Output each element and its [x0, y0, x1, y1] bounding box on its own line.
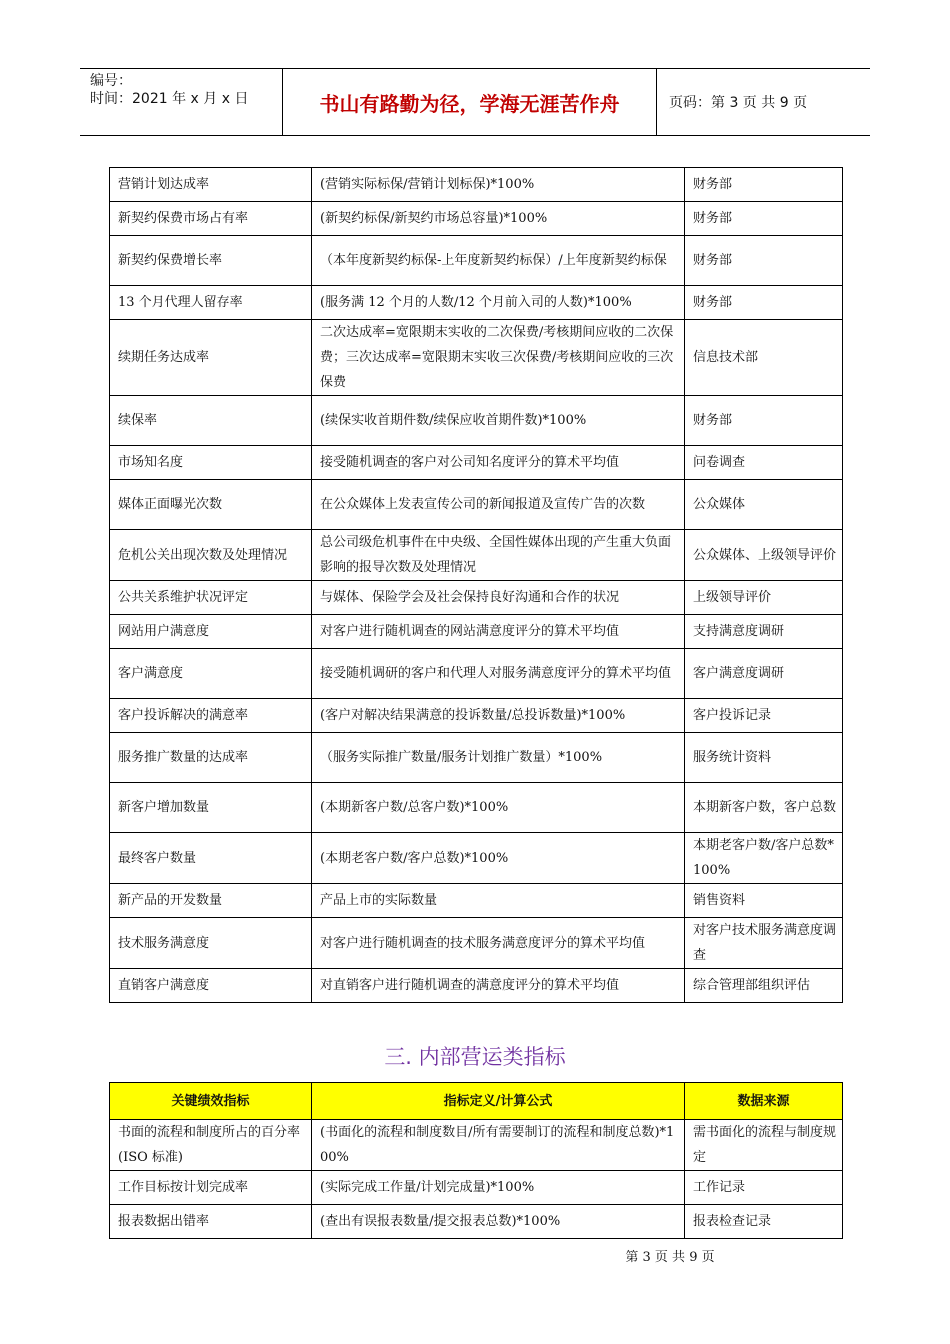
- kpi-source-cell: 信息技术部: [685, 320, 843, 396]
- table-row: [110, 1205, 843, 1239]
- kpi-formula-cell: (书面化的流程和制度数目/所有需要制订的流程和制度总数)*100%: [312, 1120, 685, 1171]
- kpi-name-cell: 营销计划达成率: [110, 168, 312, 202]
- table-row: [110, 286, 843, 320]
- table-row: [110, 1171, 843, 1205]
- kpi-name-cell: 危机公关出现次数及处理情况: [110, 530, 312, 581]
- kpi-formula-cell: 产品上市的实际数量: [312, 884, 685, 918]
- kpi-formula-cell: (客户对解决结果满意的投诉数量/总投诉数量)*100%: [312, 699, 685, 733]
- kpi-formula-cell: (服务满 12 个月的人数/12 个月前入司的人数)*100%: [312, 286, 685, 320]
- kpi-name-cell: 媒体正面曝光次数: [110, 480, 312, 530]
- kpi-formula-cell: 接受随机调查的客户对公司知名度评分的算术平均值: [312, 446, 685, 480]
- table-row: [110, 581, 843, 615]
- kpi-table-customer: [109, 167, 843, 1003]
- kpi-name-cell: 服务推广数量的达成率: [110, 733, 312, 783]
- table-row: [110, 202, 843, 236]
- kpi-formula-cell: （本年度新契约标保-上年度新契约标保）/上年度新契约标保: [312, 236, 685, 286]
- kpi-formula-cell: 对客户进行随机调查的技术服务满意度评分的算术平均值: [312, 918, 685, 969]
- kpi-name-cell: 直销客户满意度: [110, 969, 312, 1003]
- kpi-name-cell: 市场知名度: [110, 446, 312, 480]
- kpi-formula-cell: （服务实际推广数量/服务计划推广数量）*100%: [312, 733, 685, 783]
- kpi-name-cell: 客户满意度: [110, 649, 312, 699]
- table-row: [110, 446, 843, 480]
- kpi-formula-cell: 接受随机调研的客户和代理人对服务满意度评分的算术平均值: [312, 649, 685, 699]
- header-meta: [80, 69, 282, 135]
- table-row: [110, 168, 843, 202]
- kpi-source-cell: 财务部: [685, 236, 843, 286]
- table-row: [110, 833, 843, 884]
- kpi-name-cell: 技术服务满意度: [110, 918, 312, 969]
- table-row: [110, 969, 843, 1003]
- kpi-source-cell: 财务部: [685, 202, 843, 236]
- kpi-source-cell: 客户满意度调研: [685, 649, 843, 699]
- page-header: [80, 68, 870, 136]
- table-header-row: [110, 1083, 843, 1120]
- kpi-formula-cell: (实际完成工作量/计划完成量)*100%: [312, 1171, 685, 1205]
- section-title: 三. 内部营运类指标: [384, 1045, 566, 1069]
- kpi-source-cell: 服务统计资料: [685, 733, 843, 783]
- header-motto: 书山有路勤为径，学海无涯苦作舟: [282, 69, 657, 135]
- kpi-name-cell: 网站用户满意度: [110, 615, 312, 649]
- kpi-name-cell: 客户投诉解决的满意率: [110, 699, 312, 733]
- kpi-source-cell: 工作记录: [685, 1171, 843, 1205]
- table-row: [110, 1120, 843, 1171]
- kpi-source-cell: 公众媒体、上级领导评价: [685, 530, 843, 581]
- header-formula: 指标定义/计算公式: [312, 1083, 685, 1120]
- kpi-name-cell: 新契约保费市场占有率: [110, 202, 312, 236]
- kpi-source-cell: 上级领导评价: [685, 581, 843, 615]
- kpi-name-cell: 公共关系维护状况评定: [110, 581, 312, 615]
- kpi-name-cell: 续期任务达成率: [110, 320, 312, 396]
- table-row: [110, 733, 843, 783]
- kpi-name-cell: 工作目标按计划完成率: [110, 1171, 312, 1205]
- kpi-source-cell: 财务部: [685, 168, 843, 202]
- kpi-source-cell: 支持满意度调研: [685, 615, 843, 649]
- kpi-formula-cell: 与媒体、保险学会及社会保持良好沟通和合作的状况: [312, 581, 685, 615]
- table-row: [110, 615, 843, 649]
- table-row: [110, 480, 843, 530]
- kpi-source-cell: 对客户技术服务满意度调查: [685, 918, 843, 969]
- kpi-formula-cell: 对客户进行随机调查的网站满意度评分的算术平均值: [312, 615, 685, 649]
- kpi-name-cell: 报表数据出错率: [110, 1205, 312, 1239]
- table-row: [110, 699, 843, 733]
- table-row: [110, 320, 843, 396]
- kpi-source-cell: 综合管理部组织评估: [685, 969, 843, 1003]
- kpi-name-cell: 13 个月代理人留存率: [110, 286, 312, 320]
- page-footer: 第 3 页 共 9 页: [625, 1250, 715, 1265]
- kpi-name-cell: 新产品的开发数量: [110, 884, 312, 918]
- kpi-name-cell: 续保率: [110, 396, 312, 446]
- kpi-source-cell: 报表检查记录: [685, 1205, 843, 1239]
- number-label: 编号：: [90, 73, 132, 89]
- kpi-formula-cell: 在公众媒体上发表宣传公司的新闻报道及宣传广告的次数: [312, 480, 685, 530]
- kpi-source-cell: 财务部: [685, 396, 843, 446]
- kpi-table-internal: [109, 1082, 843, 1239]
- kpi-name-cell: 新客户增加数量: [110, 783, 312, 833]
- kpi-formula-cell: 总公司级危机事件在中央级、全国性媒体出现的产生重大负面影响的报导次数及处理情况: [312, 530, 685, 581]
- kpi-source-cell: 财务部: [685, 286, 843, 320]
- kpi-source-cell: 客户投诉记录: [685, 699, 843, 733]
- kpi-source-cell: 需书面化的流程与制度规定: [685, 1120, 843, 1171]
- table-row: [110, 884, 843, 918]
- table-row: [110, 649, 843, 699]
- table-row: [110, 236, 843, 286]
- time-label: 时间：2021 年 x 月 x 日: [90, 91, 249, 107]
- kpi-source-cell: 本期老客户数/客户总数*100%: [685, 833, 843, 884]
- kpi-name-cell: 新契约保费增长率: [110, 236, 312, 286]
- table-row: [110, 783, 843, 833]
- header-kpi: 关键绩效指标: [110, 1083, 312, 1120]
- kpi-formula-cell: 对直销客户进行随机调查的满意度评分的算术平均值: [312, 969, 685, 1003]
- kpi-formula-cell: (新契约标保/新契约市场总容量)*100%: [312, 202, 685, 236]
- table-row: [110, 396, 843, 446]
- header-source: 数据来源: [685, 1083, 843, 1120]
- kpi-formula-cell: (本期新客户数/总客户数)*100%: [312, 783, 685, 833]
- kpi-name-cell: 最终客户数量: [110, 833, 312, 884]
- kpi-source-cell: 公众媒体: [685, 480, 843, 530]
- table-row: [110, 918, 843, 969]
- kpi-formula-cell: (查出有误报表数量/提交报表总数)*100%: [312, 1205, 685, 1239]
- kpi-formula-cell: 二次达成率=宽限期末实收的二次保费/考核期间应收的二次保费；三次达成率=宽限期末实收三次保费/考核期间应收的三次保费: [312, 320, 685, 396]
- kpi-source-cell: 销售资料: [685, 884, 843, 918]
- header-page-info: 页码：第 3 页 共 9 页: [669, 95, 808, 111]
- kpi-source-cell: 本期新客户数，客户总数: [685, 783, 843, 833]
- table-row: [110, 530, 843, 581]
- kpi-formula-cell: (续保实收首期件数/续保应收首期件数)*100%: [312, 396, 685, 446]
- kpi-source-cell: 问卷调查: [685, 446, 843, 480]
- kpi-name-cell: 书面的流程和制度所占的百分率(ISO 标准): [110, 1120, 312, 1171]
- kpi-formula-cell: (营销实际标保/营销计划标保)*100%: [312, 168, 685, 202]
- kpi-formula-cell: (本期老客户数/客户总数)*100%: [312, 833, 685, 884]
